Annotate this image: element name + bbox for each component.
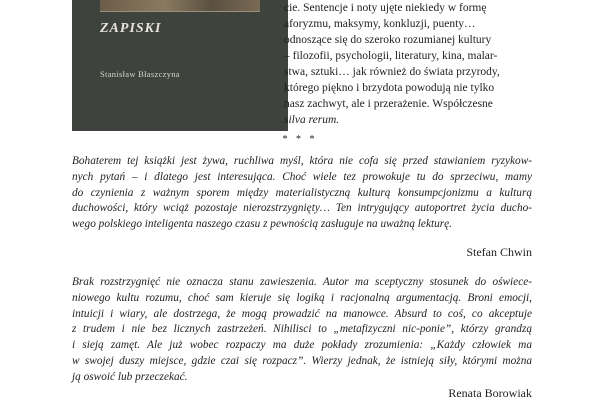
book-cover xyxy=(72,0,288,131)
section-separator: * * * xyxy=(282,134,318,145)
description-line: cie. Sentencje i noty ujęte niekiedy w formę xyxy=(284,2,487,14)
quote-line: Brak rozstrzygnięć nie oznacza stanu zawieszenia. Autor ma sceptyczny stosunek do oświece- xyxy=(72,276,532,288)
quote-chwin xyxy=(72,154,532,233)
quote-line: nych pytań – i dlatego jest interesująca. Choć wiele tez prowokuje tu do sprzeciwu, mamy xyxy=(72,170,532,183)
description-line: którego piękno i brzydota powodują nie tylko xyxy=(284,82,495,94)
cover-author: Stanisław Błaszczyna xyxy=(100,69,180,79)
quote-line: Bohaterem tej książki jest żywa, ruchliwa myśl, która nie cofa się przed stawianiem ryzykow- xyxy=(72,155,532,167)
description-line: – filozofii, psychologii, literatury, kina, malar- xyxy=(284,50,498,62)
quote-line: intuicji i wiary, ale dostrzega, że mogą prowadzić na manowce. Absurd to coś, co akceptuje xyxy=(72,307,532,320)
cover-title: ZAPISKI xyxy=(100,21,162,36)
quote-line: wego polskiego inteligenta naszego czasu z pewnością zasługuje na uważną lekturę. xyxy=(72,218,452,231)
quote-line: w swojej duszy miejsce, gdzie czai się rozpacz”. Wierzy jednak, że istnieją siły, którymi można xyxy=(72,354,532,367)
description-line: aforyzmu, maksymy, konkluzji, puenty… xyxy=(284,18,476,30)
description-line: odnoszące się do szeroko rozumianej kultury xyxy=(284,34,492,46)
description-line: nasz zachwyt, ale i przerażenie. Współczesne xyxy=(284,98,493,110)
quote-line: i sieją zamęt. Ale już wobec rozpaczy ma duże pokłady zrozumienia: „Każdy człowiek ma xyxy=(72,339,532,352)
quote-author-chwin: Stefan Chwin xyxy=(466,245,532,259)
quote-borowiak xyxy=(72,275,532,386)
quote-line: niowego kultu rozumu, choć sam kieruje się logiką i racjonalną argumentacją. Broni emocji, xyxy=(72,291,532,304)
quote-line: do czynienia z ważnym sporem między materialistyczną kulturą konsumpcjonizmu a kulturą xyxy=(72,186,532,199)
cover-painting xyxy=(100,0,260,12)
quote-line: duchowości, który wciąż pozostaje nierozstrzygnięty… Ten intrygujący autoportret życia ducho- xyxy=(72,202,532,215)
quote-line: ją oswoić lub przeczekać. xyxy=(72,370,188,383)
description-line: stwa, sztuki… jak również do świata przyrody, xyxy=(284,66,500,78)
quote-author-borowiak: Renata Borowiak xyxy=(448,386,532,400)
description-column xyxy=(284,0,531,128)
description-line: silva rerum. xyxy=(284,114,340,126)
quote-line: z trudem i nie bez licznych zastrzeżeń. Nihilisci to „metafizyczni nic-ponie”, którzy grandzą xyxy=(72,323,532,336)
